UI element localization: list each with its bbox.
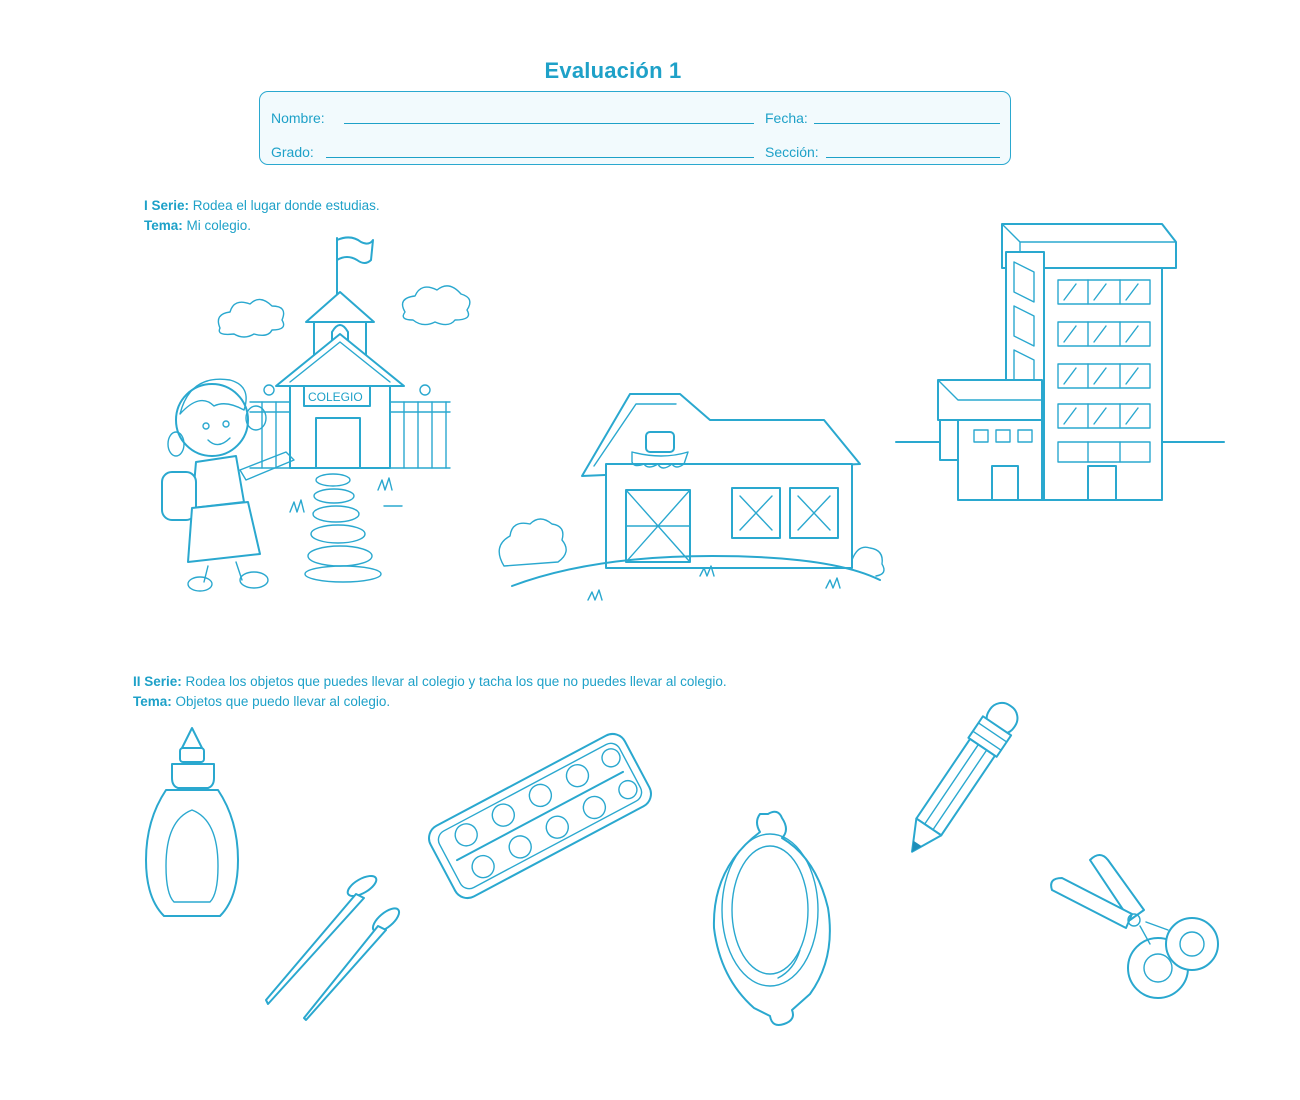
tema1-label: Tema: xyxy=(144,218,183,233)
tema1-text: Mi colegio. xyxy=(186,218,252,233)
school-sign: COLEGIO xyxy=(308,390,363,404)
building-illustration[interactable] xyxy=(896,224,1224,500)
page-title: Evaluación 1 xyxy=(544,58,682,83)
serie1-label: I Serie: xyxy=(144,198,190,213)
mirror-icon[interactable] xyxy=(714,812,830,1025)
glue-bottle-icon[interactable] xyxy=(146,728,238,916)
pencil-icon[interactable] xyxy=(898,696,1025,861)
watercolor-palette-icon[interactable] xyxy=(424,729,656,903)
grado-label: Grado: xyxy=(271,144,314,160)
serie2-text: Rodea los objetos que puedes llevar al colegio y tacha los que no puedes llevar al colegio. xyxy=(185,674,727,689)
scissors-icon[interactable] xyxy=(1051,855,1218,998)
school-with-girl-illustration[interactable] xyxy=(162,237,470,591)
tema2-label: Tema: xyxy=(133,694,172,709)
serie1-text: Rodea el lugar donde estudias. xyxy=(192,198,380,213)
seccion-label: Sección: xyxy=(765,144,819,160)
tema2-text: Objetos que puedo llevar al colegio. xyxy=(175,694,391,709)
barn-illustration[interactable] xyxy=(499,394,884,600)
fecha-label: Fecha: xyxy=(765,110,808,126)
nails-icon[interactable] xyxy=(266,872,403,1020)
serie2-label: II Serie: xyxy=(133,674,182,689)
nombre-label: Nombre: xyxy=(271,110,325,126)
